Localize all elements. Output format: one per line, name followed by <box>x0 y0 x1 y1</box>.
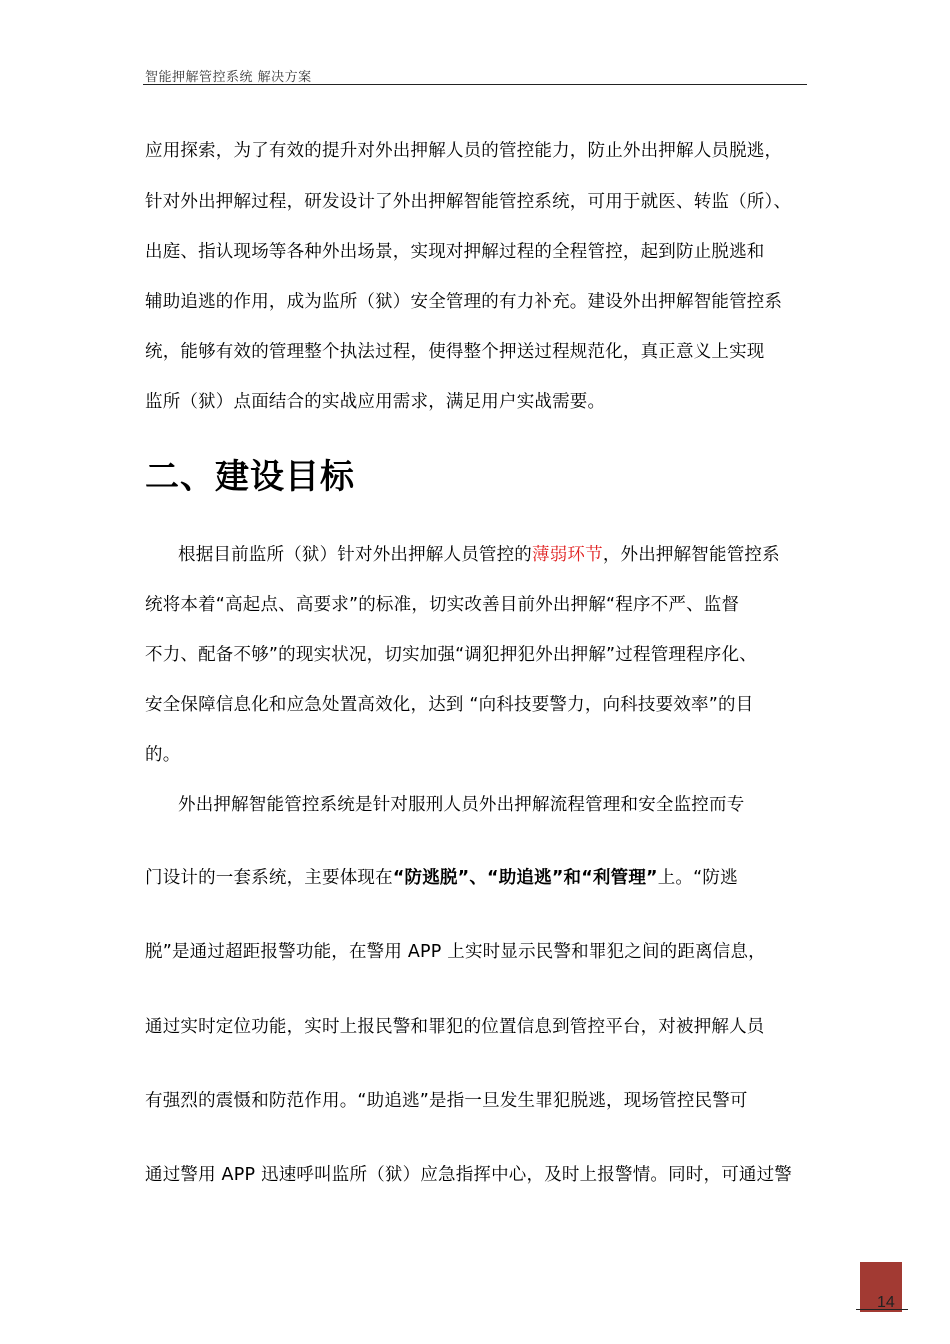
paragraph-line: 辅助追逃的作用，成为监所（狱）安全管理的有力补充。建设外出押解智能管控系 <box>145 292 783 312</box>
paragraph-line <box>145 866 809 890</box>
bold-text: “防逃脱”、“助追逃”和“利管理” <box>392 868 658 888</box>
paragraph-line: 出庭、指认现场等各种外出场景，实现对押解过程的全程管控，起到防止脱逃和 <box>145 242 765 262</box>
paragraph-line: 应用探索，为了有效的提升对外出押解人员的管控能力，防止外出押解人员脱逃， <box>145 141 783 161</box>
paragraph-line: 脱”是通过超距报警功能，在警用 APP 上实时显示民警和罪犯之间的距离信息， <box>145 942 766 962</box>
paragraph-line: 统，能够有效的管理整个执法过程，使得整个押送过程规范化，真正意义上实现 <box>145 342 765 362</box>
paragraph-line: 监所（狱）点面结合的实战应用需求，满足用户实战需要。 <box>145 392 606 412</box>
paragraph-line: 统将本着“高起点、高要求”的标准，切实改善目前外出押解“程序不严、监督 <box>145 595 740 615</box>
text-segment: 上。“防逃 <box>657 868 738 888</box>
paragraph-line: 不力、配备不够”的现实状况，切实加强“调犯押犯外出押解”过程管理程序化、 <box>145 645 757 665</box>
paragraph-line: 外出押解智能管控系统是针对服刑人员外出押解流程管理和安全监控而专 <box>178 795 745 815</box>
paragraph-line: 针对外出押解过程，研发设计了外出押解智能管控系统，可用于就医、转监（所）、 <box>145 192 792 212</box>
paragraph-line: 安全保障信息化和应急处置高效化，达到 “向科技要警力，向科技要效率”的目 <box>145 695 754 715</box>
paragraph-line: 通过实时定位功能，实时上报民警和罪犯的位置信息到管控平台，对被押解人员 <box>145 1017 765 1037</box>
highlighted-text: 薄弱环节 <box>532 545 603 565</box>
text-segment: 根据目前监所（狱）针对外出押解人员管控的 <box>178 545 532 565</box>
text-segment: 门设计的一套系统，主要体现在 <box>145 868 393 888</box>
text-segment: ，外出押解智能管控系 <box>602 545 780 565</box>
running-header: 智能押解管控系统 解决方案 <box>145 70 312 85</box>
paragraph-line: 有强烈的震慑和防范作用。“助追逃”是指一旦发生罪犯脱逃，现场管控民警可 <box>145 1091 748 1111</box>
paragraph-line <box>178 543 809 567</box>
paragraph-line: 的。 <box>145 745 181 765</box>
section-heading: 二、建设目标 <box>145 457 355 497</box>
page-number: 14 <box>877 1294 895 1311</box>
paragraph-line: 通过警用 APP 迅速呼叫监所（狱）应急指挥中心，及时上报警情。同时，可通过警 <box>145 1165 793 1185</box>
header-divider <box>143 84 807 85</box>
